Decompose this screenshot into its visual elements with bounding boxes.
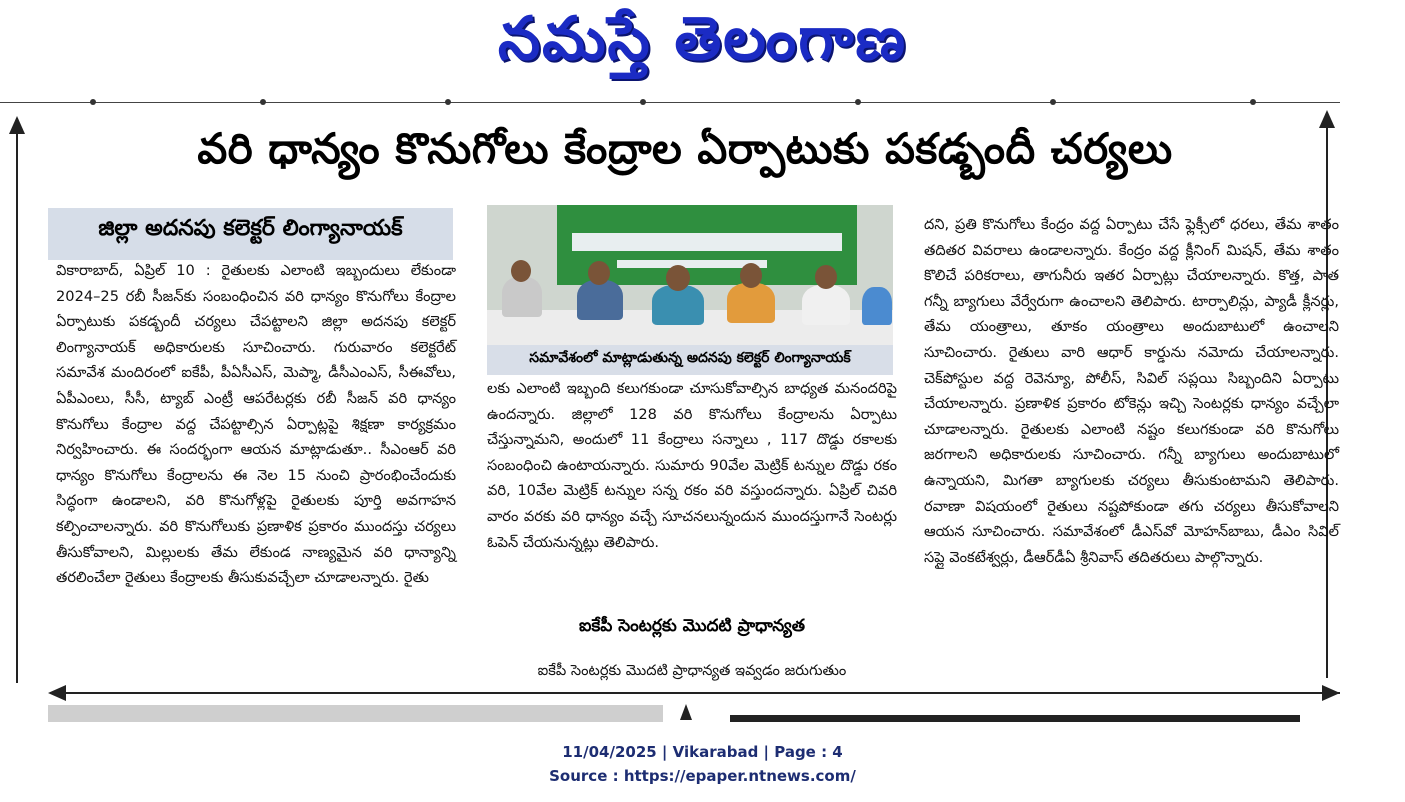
footer-date-line: 11/04/2025 | Vikarabad | Page : 4	[562, 743, 843, 761]
page-footer	[0, 740, 1405, 788]
person-head	[666, 265, 690, 291]
person-figure	[727, 283, 775, 323]
person-figure	[652, 285, 704, 325]
column-2-paragraph: లకు ఎలాంటి ఇబ్బంది కలుగకుండా చూసుకోవాల్సిన బాధ్యత మనందరిపై ఉందన్నారు. జిల్లాలో 128 వరి కొనుగోలు కేంద్రాలను ఏర్పాటు చేస్తున్నామని, అందులో 11 కేంద్రాలు సన్నాలు , 117 దొడ్డు రకాలకు సంబంధించి ఉంటాయన్నారు. సుమారు 90వేల మెట్రిక్ టన్నుల దొడ్డు రకం వరి, 10వేల మెట్రిక్ టన్నుల సన్న రకం వరి వస్తుందన్నారు. ఏప్రిల్ చివరి వారం వరకు వరి ధాన్యం వచ్చే సూచనలున్నందున ముందస్తుగానే సెంటర్లు ఓపెన్ చేయనున్నట్లు తెలిపారు.	[487, 380, 897, 551]
person-figure	[802, 285, 850, 325]
left-bracket-line	[16, 118, 18, 683]
article-headline: వరి ధాన్యం కొనుగోలు కేంద్రాల ఏర్పాటుకు పకడ్బందీ చర్యలు	[197, 124, 1173, 173]
article-column-1	[56, 258, 456, 591]
section-heading: ఐకేపీ సెంటర్లకు మొదటి ప్రాధాన్యత	[578, 616, 806, 636]
footer-source-line: Source : https://epaper.ntnews.com/	[549, 767, 856, 785]
person-figure	[502, 277, 542, 317]
meeting-photo	[487, 205, 893, 345]
person-figure	[577, 280, 623, 320]
person-figure	[862, 287, 892, 325]
column-1-paragraph: వికారాబాద్, ఏప్రిల్ 10 : రైతులకు ఎలాంటి ఇబ్బందులు లేకుండా 2024–25 రబీ సీజన్‌కు సంబంధించిన వరి ధాన్యం కొనుగోలు కేంద్రాల ఏర్పాటుకు పకడ్బందీ చర్యలు చేపట్టాలని జిల్లా అదనపు కలెక్టర్ లింగ్యానాయక్ అధికారులకు సూచించారు. గురువారం కలెక్టరేట్ సమావేశ మందిరంలో ఐకేపీ, పీఏసీఎస్, మెప్మా, డీసీఎంఎస్, సీఈవోలు, ఏపీఎంలు, సీసీ, ట్యాబ్ ఎంట్రీ ఆపరేటర్లకు రబీ సీజన్ వరి ధాన్యం కొనుగోలు కేంద్రాల వద్ద చేపట్టాల్సిన ఏర్పాట్లపై శిక్షణా కార్యక్రమం నిర్వహించారు. ఈ సందర్భంగా ఆయన మాట్లాడుతూ.. సీఎంఆర్ వరి ధాన్యం కొనుగోలు కేంద్రాలను ఈ నెల 15 నుంచి ప్రారంభించేందుకు సిద్ధంగా ఉండాలని, వరి కొనుగోళ్లపై రైతులకు పూర్తి అవగాహన కల్పించాలన్నారు. వరి కొనుగోలుకు ప్రణాళిక ప్రకారం ముందస్తు చర్యలు తీసుకోవాలని, మిల్లులకు తేమ లేకుండ నాణ్యమైన వరి ధాన్యాన్ని తరలించేలా రైతులు కేంద్రాలకు తీసుకువచ్చేలా చూడాలన్నారు. రైతు	[56, 262, 456, 587]
person-head	[588, 261, 610, 285]
article-column-2	[487, 376, 897, 555]
column-3-paragraph: దని, ప్రతి కొనుగోలు కేంద్రం వద్ద ఏర్పాటు చేసే ఫ్లెక్సీలో ధరలు, తేమ శాతం తదితర వివరాలు ఉండాలన్నారు. కేంద్రం వద్ద క్లీనింగ్ మిషన్, తేమ శాతం కొలిచే పరికరాలు, తాగునీరు ఇతర ఏర్పాట్లు చేయాలన్నారు. కొత్త, పాత గన్నీ బ్యాగులు వేర్వేరుగా ఉంచాలని తెలిపారు. టార్పాలిన్లు, ప్యాడీ క్లీనర్లు, తేమ యంత్రాలు, తూకం యంత్రాలు అందుబాటులో ఉంచాలని సూచించారు. రైతులు వారి ఆధార్ కార్డును నమోదు చేయాలన్నారు. చెక్‌పోస్టుల వద్ద రెవెన్యూ, పోలీస్, సివిల్ సప్లయి సిబ్బందిని ఏర్పాటు చేయాలన్నారు. ప్రణాళిక ప్రకారం టోకెన్లు ఇచ్చి సెంటర్లకు ధాన్యం వచ్చేలా చూడాలన్నారు. రైతులకు ఎలాంటి నష్టం కలుగకుండా వరి కొనుగోలు జరగాలని అధికారులకు సూచించారు. గన్నీ బ్యాగులు అందుబాటులో ఉన్నాయని, మిగతా బ్యాగులకు చర్యలు తీసుకుంటామని తెలిపారు. రవాణా విషయంలో రైతులు నష్టపోకుండా తగు చర్యలు తీసుకోవాలని ఆయన సూచించారు. సమావేశంలో డీఎస్‌వో మోహన్‌బాబు, డీఎం సివిల్ సప్లై వెంకటేశ్వర్లు, డీఆర్‌డీఏ శ్రీనివాస్ తదితరులు పాల్గొన్నారు.	[924, 216, 1339, 566]
left-bracket-arrow-icon	[9, 116, 25, 134]
bracket-right-arrow-icon	[1322, 685, 1340, 701]
column-2-continuation: ఐకేపీ సెంటర్లకు మొదటి ప్రాధాన్యత ఇవ్వడం జరుగుతుం	[537, 662, 847, 679]
article-column-3	[924, 212, 1339, 570]
article-subheadline: జిల్లా అదనపు కలెక్టర్ లింగ్యానాయక్	[98, 216, 403, 241]
bracket-left-arrow-icon	[48, 685, 66, 701]
person-head	[511, 260, 531, 282]
bottom-bracket-line	[50, 692, 1340, 694]
photo-banner-text	[572, 233, 842, 251]
person-head	[815, 265, 837, 289]
next-article-photo	[48, 705, 663, 722]
person-head	[740, 263, 762, 288]
top-rule	[0, 102, 1340, 103]
masthead	[0, 0, 1405, 88]
newspaper-logo: నమస్తే తెలంగాణ	[497, 4, 908, 74]
photo-caption: సమావేశంలో మాట్లాడుతున్న అదనపు కలెక్టర్ లింగ్యానాయక్	[529, 350, 851, 366]
next-article-arrow-icon	[680, 704, 692, 720]
